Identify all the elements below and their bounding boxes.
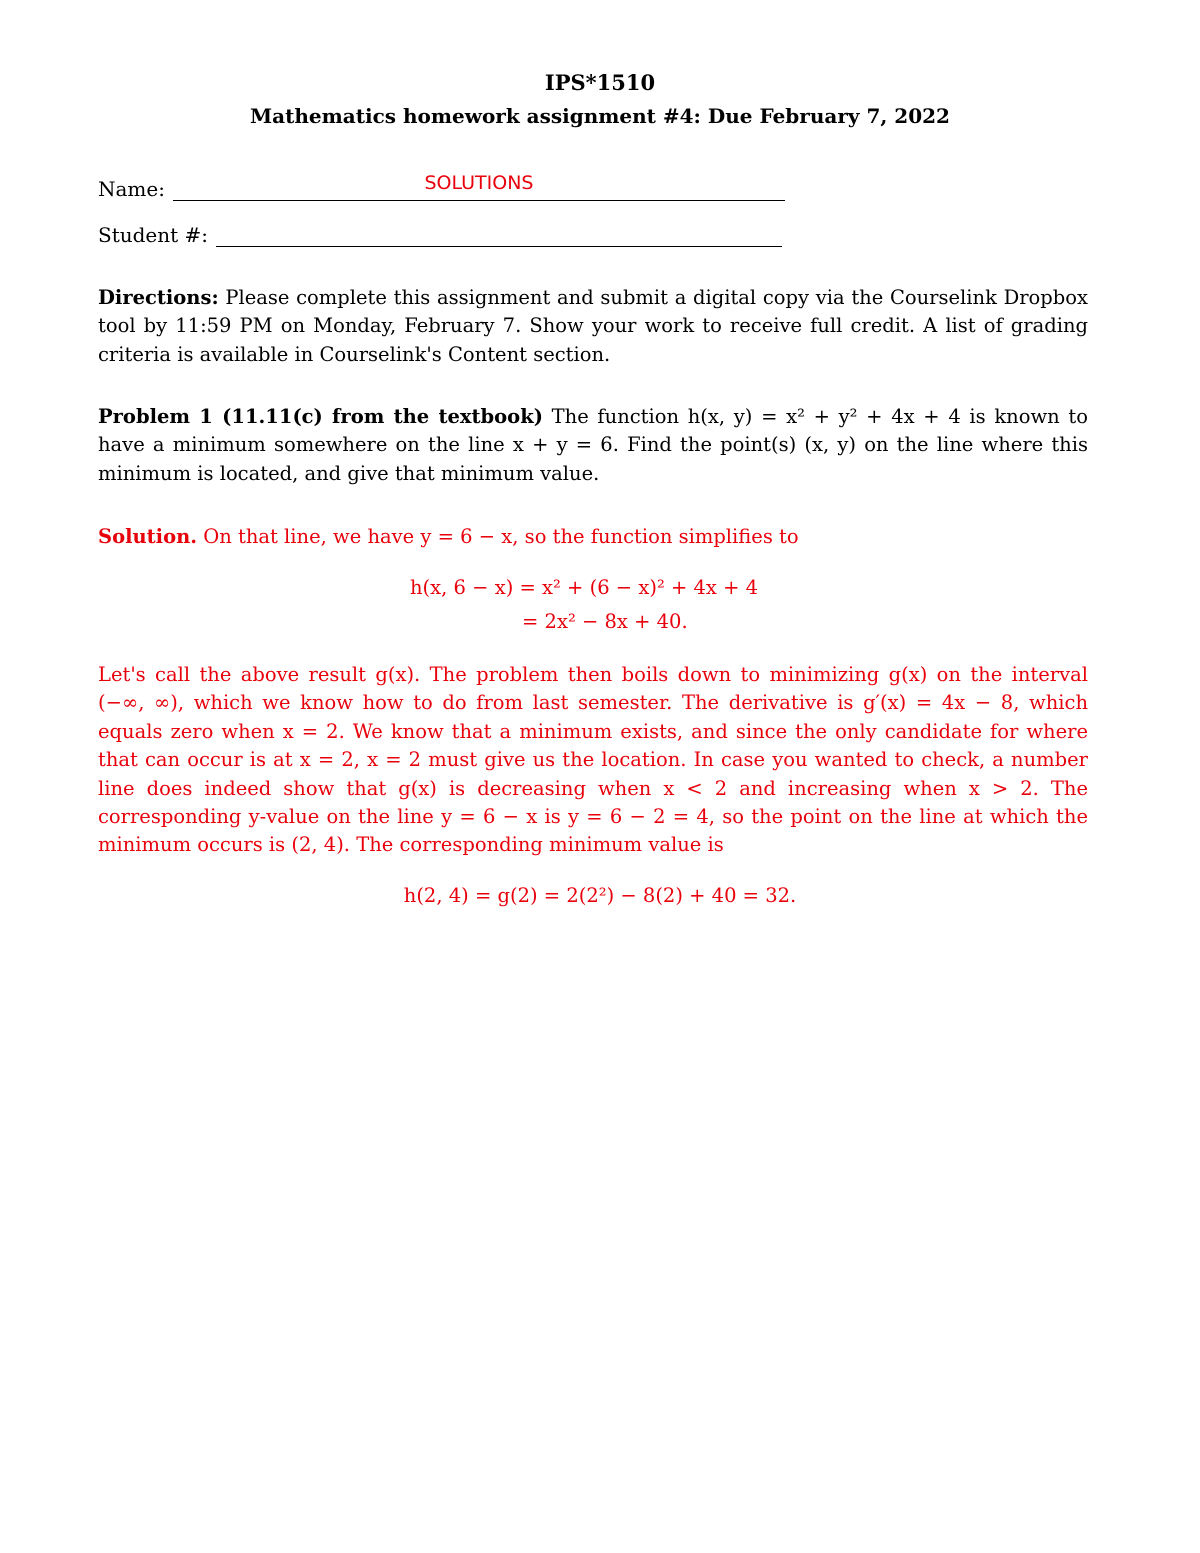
student-number-field <box>98 220 782 247</box>
problem-label: Problem 1 (11.11(c) from the textbook) <box>98 405 543 428</box>
directions-label: Directions: <box>98 286 219 309</box>
name-line <box>173 174 785 201</box>
solution-label: Solution. <box>98 525 198 548</box>
problem-paragraph <box>98 403 1088 488</box>
name-label: Name: <box>98 177 165 201</box>
problem-text: The function h(x, y) = x² + y² + 4x + 4 is known to have a minimum somewhere on the line x + y = 6. Find the point(s) (x, y) on the line where this minimum is located, and give that minimum value. <box>98 405 1088 485</box>
student-number-line <box>216 220 782 247</box>
course-code: IPS*1510 <box>544 70 656 95</box>
equation-minimum-value: h(2, 4) = g(2) = 2(2²) − 8(2) + 40 = 32. <box>403 884 797 907</box>
directions-paragraph <box>98 284 1088 369</box>
equation-result: = 2x² − 8x + 40. <box>522 610 688 633</box>
name-value: SOLUTIONS <box>424 172 534 194</box>
name-field <box>98 174 785 201</box>
assignment-title: Mathematics homework assignment #4: Due February 7, 2022 <box>250 104 950 128</box>
directions-text: Please complete this assignment and submit a digital copy via the Courselink Dropbox tool by 11:59 PM on Monday, February 7. Show your work to receive full credit. A list of grading criteria is available in Courselink's Content section. <box>98 286 1088 366</box>
equation-simplified: h(x, 6 − x) = x² + (6 − x)² + 4x + 4 <box>410 576 759 599</box>
solution-intro-text: On that line, we have y = 6 − x, so the function simplifies to <box>197 525 799 548</box>
solution-body: Let's call the above result g(x). The problem then boils down to minimizing g(x) on the interval (−∞, ∞), which we know how to do from last semester. The derivative is g′(x) = 4x − 8, which equals zero when x = 2. We know that a minimum exists, and since the only candidate for where that can occur is at x = 2, x = 2 must give us the location. In case you wanted to check, a number line does indeed show that g(x) is decreasing when x < 2 and increasing when x > 2. The corresponding y-value on the line y = 6 − x is y = 6 − 2 = 4, so the point on the line at which the minimum occurs is (2, 4). The corresponding minimum value is <box>98 663 1088 857</box>
solution-intro <box>98 523 1088 551</box>
student-number-label: Student #: <box>98 223 209 247</box>
